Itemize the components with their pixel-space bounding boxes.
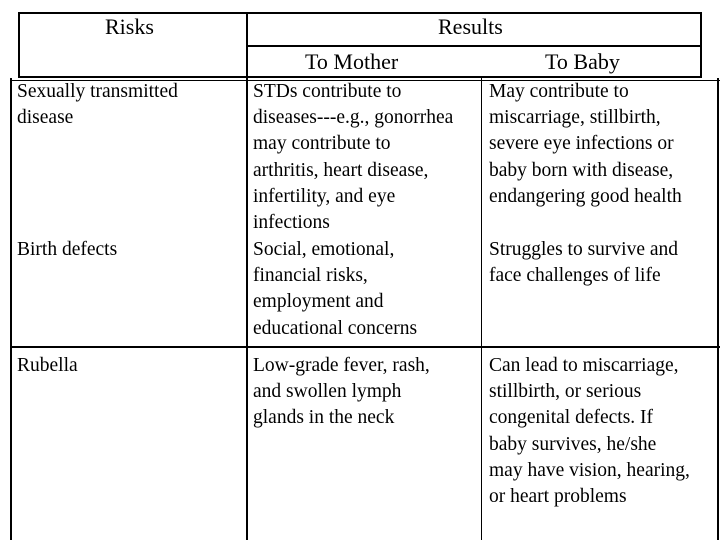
table-left-border: [10, 78, 12, 540]
table-cell-mother: STDs contribute to diseases---e.g., gonorrhea may contribute to arthritis, heart disease, infertility, and eye infections: [253, 81, 454, 234]
header-risks: Risks: [105, 14, 154, 39]
header-bottom-border: [18, 76, 702, 78]
column-divider-risks: [246, 12, 248, 540]
row-divider: [10, 346, 720, 348]
table-cell-baby: Can lead to miscarriage, stillbirth, or serious congenital defects. If baby survives, he/she may have vision, hearing, or heart problems: [489, 355, 690, 508]
header-results: Results: [438, 14, 503, 39]
column-divider-results: [481, 78, 482, 540]
header-right-border: [700, 12, 702, 78]
table-cell-baby: May contribute to miscarriage, stillbirth, severe eye infections or baby born with disease, endangering good health: [489, 81, 682, 207]
table-cell-mother: Low-grade fever, rash, and swollen lymph glands in the neck: [253, 355, 430, 429]
table-cell-risk: Rubella: [17, 355, 78, 376]
header-left-border: [18, 12, 20, 78]
table-cell-baby: Struggles to survive and face challenges of life: [489, 239, 679, 287]
table-right-border: [717, 78, 719, 540]
header-to-mother: To Mother: [305, 49, 399, 74]
header-results-divider: [247, 45, 702, 47]
table-cell-mother: Social, emotional, financial risks, employment and educational concerns: [253, 239, 418, 339]
table-cell-risk: Sexually transmitted disease: [17, 81, 178, 129]
table-cell-risk: Birth defects: [17, 239, 118, 260]
header-to-baby: To Baby: [545, 49, 620, 74]
